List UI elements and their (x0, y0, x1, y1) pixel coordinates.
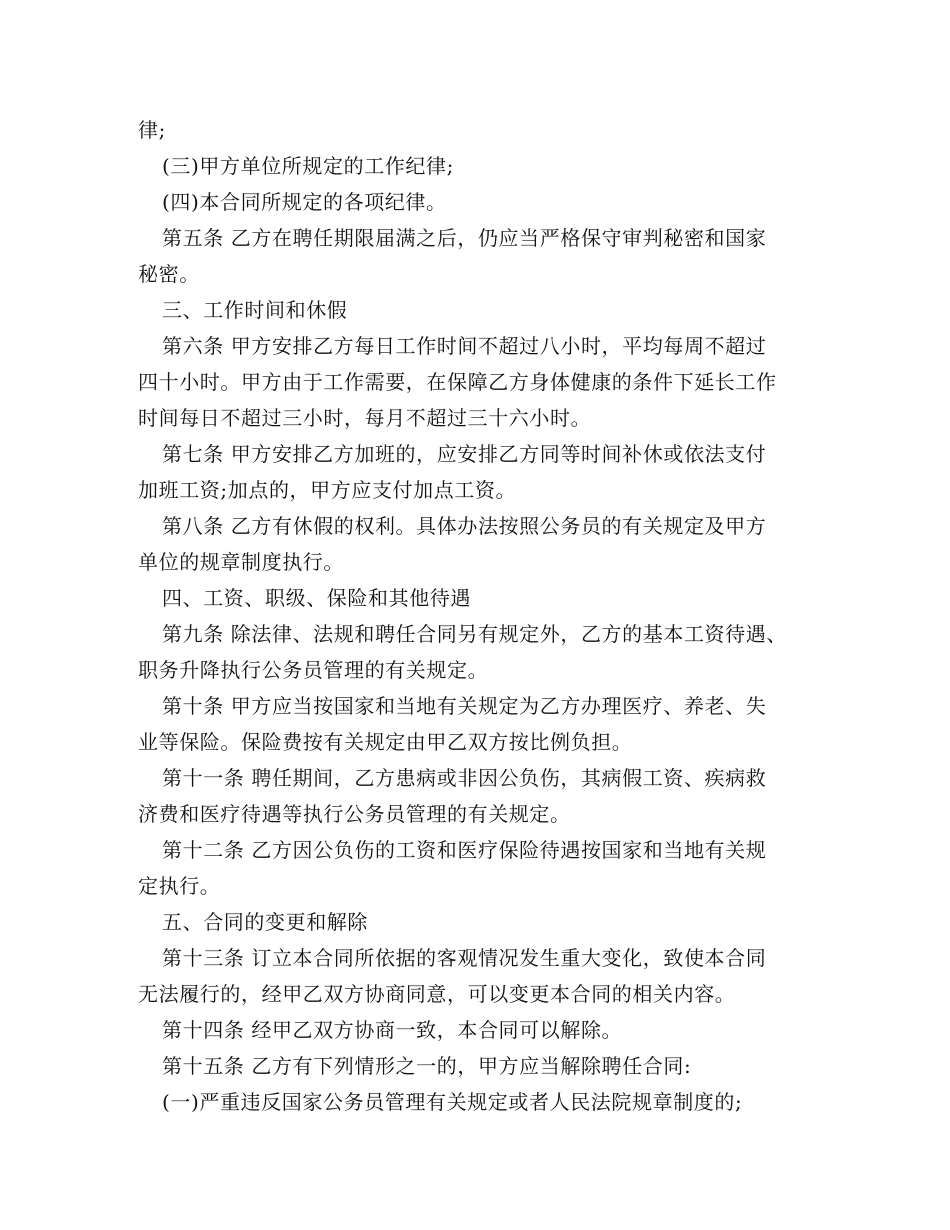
text-line: 律; (138, 118, 166, 142)
article-14: 第十四条 经甲乙双方协商一致，本合同可以解除。 (162, 1018, 623, 1042)
text-line: 职务升降执行公务员管理的有关规定。 (138, 658, 489, 682)
text-line: 无法履行的，经甲乙双方协商同意，可以变更本合同的相关内容。 (138, 982, 736, 1006)
text-line: 定执行。 (138, 874, 221, 898)
text-line: 时间每日不超过三小时，每月不超过三十六小时。 (138, 406, 592, 430)
article-6: 第六条 甲方安排乙方每日工作时间不超过八小时，平均每周不超过 (162, 334, 767, 358)
text-line: 加班工资;加点的，甲方应支付加点工资。 (138, 478, 517, 502)
article-15: 第十五条 乙方有下列情形之一的，甲方应当解除聘任合同: (162, 1054, 692, 1078)
text-line: 济费和医疗待遇等执行公务员管理的有关规定。 (138, 802, 571, 826)
article-7: 第七条 甲方安排乙方加班的，应安排乙方同等时间补休或依法支付 (162, 442, 767, 466)
section-heading: 四、工资、职级、保险和其他待遇 (162, 586, 471, 610)
text-line: 四十小时。甲方由于工作需要，在保障乙方身体健康的条件下延长工作 (138, 370, 777, 394)
article-8: 第八条 乙方有休假的权利。具体办法按照公务员的有关规定及甲方 (162, 514, 767, 538)
list-item: (一)严重违反国家公务员管理有关规定或者人民法院规章制度的; (162, 1090, 743, 1114)
section-heading: 五、合同的变更和解除 (162, 910, 368, 934)
text-line: 业等保险。保险费按有关规定由甲乙双方按比例负担。 (138, 730, 633, 754)
article-5: 第五条 乙方在聘任期限届满之后，仍应当严格保守审判秘密和国家 (162, 226, 767, 250)
article-10: 第十条 甲方应当按国家和当地有关规定为乙方办理医疗、养老、失 (162, 694, 767, 718)
article-13: 第十三条 订立本合同所依据的客观情况发生重大变化，致使本合同 (162, 946, 767, 970)
text-line: 秘密。 (138, 262, 200, 286)
list-item: (三)甲方单位所规定的工作纪律; (162, 154, 454, 178)
article-12: 第十二条 乙方因公负伤的工资和医疗保险待遇按国家和当地有关规 (162, 838, 767, 862)
list-item: (四)本合同所规定的各项纪律。 (162, 190, 447, 214)
text-line: 单位的规章制度执行。 (138, 550, 344, 574)
article-9: 第九条 除法律、法规和聘任合同另有规定外，乙方的基本工资待遇、 (162, 622, 787, 646)
section-heading: 三、工作时间和休假 (162, 298, 348, 322)
article-11: 第十一条 聘任期间，乙方患病或非因公负伤，其病假工资、疾病救 (162, 766, 767, 790)
